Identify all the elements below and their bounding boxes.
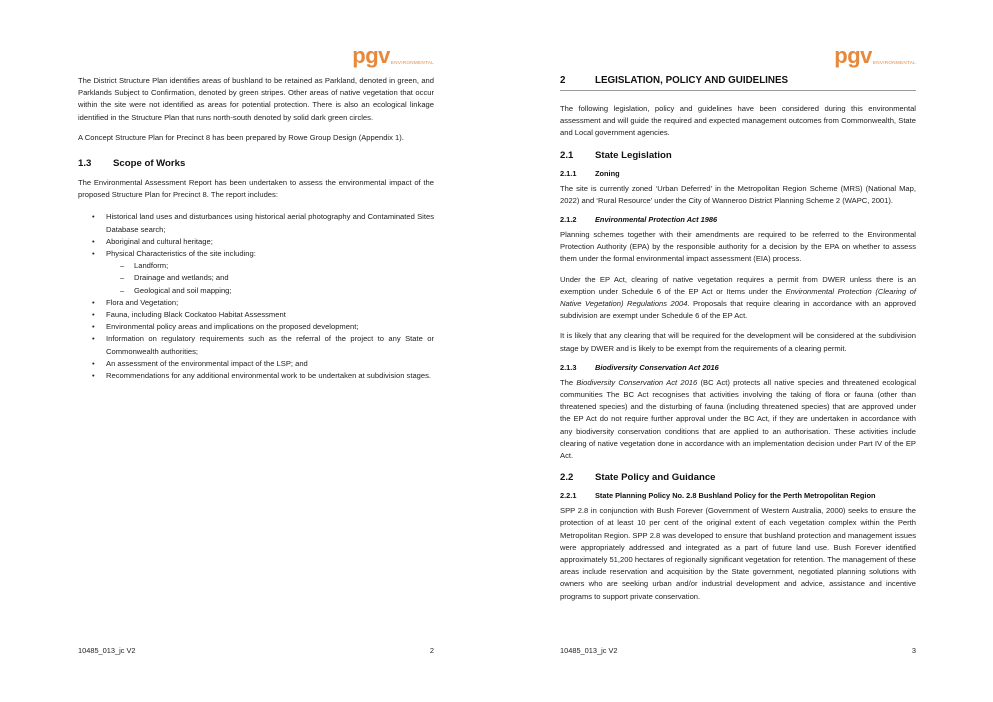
scope-list [78,211,434,382]
logo-mark: pgv [834,43,872,68]
logo-sub: ENVIRONMENTAL [872,60,916,65]
subsection-heading-2-1-3 [560,363,916,372]
document-number: 10485_013_jc V2 [78,646,136,655]
subsection-number: 2.1.3 [560,362,577,372]
subsection-heading-2-1-2 [560,215,916,224]
page-footer [78,646,434,655]
logo-sub: ENVIRONMENTAL [390,60,434,65]
page-footer [560,646,916,655]
sub-list-item: – Geological and soil mapping; [134,285,434,297]
list-item: • Historical land uses and disturbances using historical aerial photography and Contaminated Sites Database search; [106,211,434,235]
list-item: • Aboriginal and cultural heritage; [106,236,434,248]
paragraph: The following legislation, policy and guidelines have been considered during this environmental assessment and will guide the required and expected management outcomes from Commonwealth, State and Local government agencies. [560,104,916,138]
pgv-logo [834,43,916,68]
subsection-number: 2.1.2 [560,215,577,225]
list-item: • Flora and Vegetation; [106,297,434,309]
logo-mark: pgv [352,43,390,68]
subsection-heading-2-2-1 [560,491,916,500]
pgv-logo [352,43,434,68]
chapter-title: LEGISLATION, POLICY AND GUIDELINES [595,75,789,86]
list-item: • An assessment of the environmental impact of the LSP; and [106,358,434,370]
subsection-heading-2-1-1 [560,169,916,178]
list-item [106,248,434,297]
subsection-number: 2.1.1 [560,168,577,178]
paragraph: SPP 2.8 in conjunction with Bush Forever (Government of Western Australia, 2000) seeks to ensure the protection of at least 10 per cent of the original extent of each vegetation complex within the Perth Metropolitan Region. SPP 2.8 was developed to ensure that bushland protection and management issues were appropriately addressed and integrated as a part of future land use. Bush Forever identified approximately 51,200 hectares of regionally significant vegetation for retention. The management of these areas include reservation and acquisition by the State government, negotiated planning solutions with owners who are seeking urban and/or industrial development and advice, assistance and incentive programs to support private conservation. [560,506,916,601]
sub-list [106,260,434,297]
page-3 [560,0,916,702]
chapter-number: 2 [560,75,566,86]
section-heading-1-3 [78,158,434,169]
section-title: State Policy and Guidance [595,472,716,484]
page-number: 2 [429,646,434,655]
paragraph: The site is currently zoned ‘Urban Deferred’ in the Metropolitan Region Scheme (MRS) (National Map, 2022) and ‘Rural Resource’ under the City of Wanneroo District Planning Scheme 2 (WAPC, 2001). [560,183,916,205]
section-number: 1.3 [78,158,92,170]
section-heading-2-2 [560,472,916,483]
regulation-title: Environmental Protection (Clearing of Native Vegetation) Regulations 2004 [560,286,916,309]
text-run: (BC Act) protects all native species and threatened ecological communities The BC Act recognises that activities involving the taking of flora or fauna (other than threatened species) and the disturbing of fauna (including threatened species) that are approved under the EP Act do not require further approval under the BC Act, if they are undertaken in accordance with any biodiversity conservation conditions that are applied to an authorisation. These activities include clearing of native vegetation done in accordance with an implementation decision under Part IV of the EP Act. [560,377,917,461]
paragraph: Planning schemes together with their amendments are required to be referred to the Environmental Protection Authority (EPA) by the responsible authority for a decision by the EPA on whether to assess them under the formal environmental impact assessment (EIA) process. [560,230,916,264]
section-title: State Legislation [595,149,672,161]
section-number: 2.2 [560,472,574,484]
paragraph: A Concept Structure Plan for Precinct 8 has been prepared by Rowe Group Design (Appendix 1). [78,132,404,142]
document-number: 10485_013_jc V2 [560,646,618,655]
paragraph [560,377,916,462]
page-2-body [78,75,434,382]
section-heading-2-1 [560,150,916,161]
list-item-text: Physical Characteristics of the site including: [106,249,256,259]
sub-list-item: – Landform; [134,260,434,272]
section-number: 2.1 [560,149,574,161]
subsection-title: Biodiversity Conservation Act 2016 [595,362,719,372]
list-item: • Environmental policy areas and implications on the proposed development; [106,321,434,333]
list-item: • Recommendations for any additional environmental work to be undertaken at subdivision stages. [106,370,434,382]
page-number: 3 [911,646,916,655]
text-run: Under the EP Act, clearing of native vegetation requires a permit from DWER unless there is an exemption under Schedule 6 of the EP Act or Items under the [560,274,916,296]
subsection-title: State Planning Policy No. 2.8 Bushland Policy for the Perth Metropolitan Region [595,491,876,501]
text-run: . Proposals that require clearing in accordance with an approved subdivision are exempt under Schedule 6 of the EP Act. [560,299,916,321]
subsection-title: Zoning [595,168,620,178]
chapter-heading [560,75,916,91]
section-title: Scope of Works [113,158,186,170]
paragraph: It is likely that any clearing that will be required for the development will be considered at the subdivision stage by DWER and is likely to be exempt from the requirements of a clearing permit. [560,331,916,353]
paragraph: The Environmental Assessment Report has been undertaken to assess the environmental impact of the proposed Structure Plan for Precinct 8. The report includes: [78,178,434,200]
text-run: The [560,377,577,387]
list-item: • Fauna, including Black Cockatoo Habitat Assessment [106,309,434,321]
page-2 [78,0,434,702]
subsection-number: 2.2.1 [560,491,577,501]
paragraph: The District Structure Plan identifies areas of bushland to be retained as Parkland, denoted in green, and Parklands Subject to Confirmation, denoted by green stripes. Other areas of native vegetation that occur within the site were not identified as areas for potential protection. There is also an ecological linkage identified in the Structure Plan that runs north-south denoted by solid dark green circles. [78,76,434,122]
sub-list-item: – Drainage and wetlands; and [134,272,434,284]
list-item: • Information on regulatory requirements such as the referral of the project to any State or Commonwealth authorities; [106,333,434,357]
paragraph [560,274,916,323]
subsection-title: Environmental Protection Act 1986 [595,215,718,225]
page-3-body [560,75,916,611]
act-title: Biodiversity Conservation Act 2016 [576,377,698,387]
